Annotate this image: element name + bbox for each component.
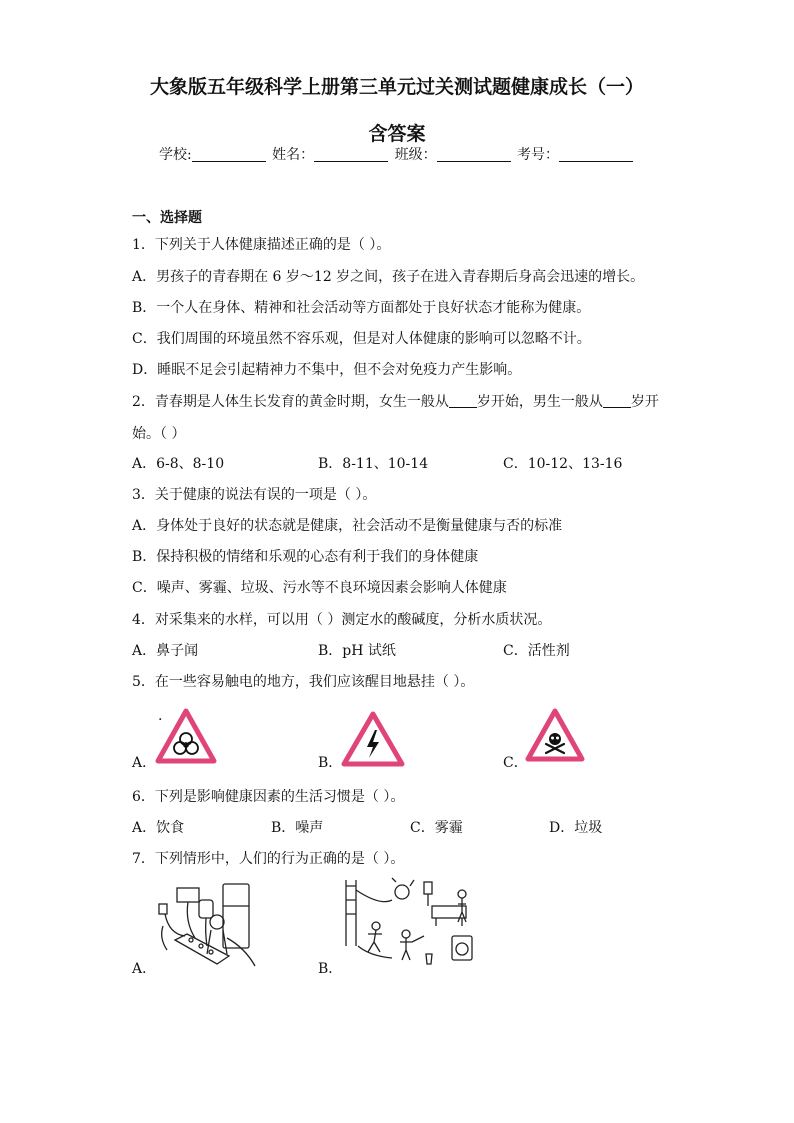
- q6-option-c: C．雾霾: [410, 820, 463, 836]
- q6-option-a: A．饮食: [132, 820, 185, 836]
- q5-stem: 5．在一些容易触电的地方，我们应该醒目地悬挂（ ）。: [132, 674, 475, 690]
- school-blank[interactable]: [192, 147, 266, 162]
- q1-option-d: D．睡眠不足会引起精神力不集中，但不会对免疫力产生影响。: [132, 362, 522, 378]
- q4-option-c: C．活性剂: [503, 643, 570, 659]
- q7-option-b: B．: [318, 961, 343, 977]
- q6-option-b: B．噪声: [271, 820, 324, 836]
- q3-option-a: A．身体处于良好的状态就是健康，社会活动不是衡量健康与否的标准: [132, 518, 563, 534]
- number-blank[interactable]: [559, 147, 633, 162]
- name-blank[interactable]: [314, 147, 388, 162]
- q1-stem: 1．下列关于人体健康描述正确的是（ ）。: [132, 237, 391, 253]
- q2-option-a: A．6-8、8-10: [132, 456, 225, 472]
- high-voltage-sign-icon: [341, 711, 405, 767]
- class-blank[interactable]: [437, 147, 511, 162]
- electrical-hazard-scene-illustration-icon: [340, 876, 480, 972]
- q5-option-b: B．: [318, 755, 343, 771]
- q2-option-b: B．8-11、10-14: [318, 456, 429, 472]
- section-heading: 一、选择题: [132, 210, 202, 226]
- q4-option-b: B．pH 试纸: [318, 643, 396, 659]
- q2-blank-2: [603, 395, 631, 408]
- q4-stem: 4．对采集来的水样，可以用（ ）测定水的酸碱度，分析水质状况。: [132, 612, 552, 628]
- poison-sign-icon: [525, 708, 585, 762]
- q7-stem: 7．下列情形中，人们的行为正确的是（ ）。: [132, 851, 405, 867]
- school-label: 学校:: [158, 147, 192, 163]
- q2-stem: 2．青春期是人体生长发育的黄金时期，女生一般从 岁开始，男生一般从 岁开: [132, 394, 659, 410]
- q3-option-c: C．噪声、雾霾、垃圾、污水等不良环境因素会影响人体健康: [132, 580, 507, 596]
- biohazard-sign-icon: [155, 708, 217, 764]
- q5-option-a: A．: [132, 755, 157, 771]
- q7-option-a: A．: [132, 961, 157, 977]
- student-info: [0, 144, 794, 164]
- q1-option-a: A．男孩子的青春期在 6 岁～12 岁之间，孩子在进入青春期后身高会迅速的增长。: [132, 269, 645, 285]
- q6-option-d: D．垃圾: [549, 820, 603, 836]
- q5-option-c: C．: [503, 755, 528, 771]
- q4-option-a: A．鼻子闻: [132, 643, 199, 659]
- q6-stem: 6．下列是影响健康因素的生活习惯是（ ）。: [132, 789, 405, 805]
- q1-option-c: C．我们周围的环境虽然不容乐观，但是对人体健康的影响可以忽略不计。: [132, 331, 591, 347]
- q3-stem: 3．关于健康的说法有误的一项是（ ）。: [132, 487, 377, 503]
- q1-option-b: B．一个人在身体、精神和社会活动等方面都处于良好状态才能称为健康。: [132, 300, 591, 316]
- title-line-2: 含答案: [368, 123, 426, 145]
- q3-option-b: B．保持积极的情绪和乐观的心态有利于我们的身体健康: [132, 549, 479, 565]
- name-label: 姓名：: [272, 147, 315, 163]
- q2-blank-1: [449, 395, 477, 408]
- q2-option-c: C．10-12、13-16: [503, 456, 623, 472]
- title-line-1: 大象版五年级科学上册第三单元过关测试题健康成长（一）: [149, 76, 644, 98]
- number-label: 考号：: [517, 147, 560, 163]
- q2-stem-cont: 始。（ ）: [132, 426, 186, 442]
- overloaded-power-strip-illustration-icon: [155, 878, 265, 970]
- stray-dot: .: [158, 708, 163, 724]
- class-label: 班级：: [394, 147, 437, 163]
